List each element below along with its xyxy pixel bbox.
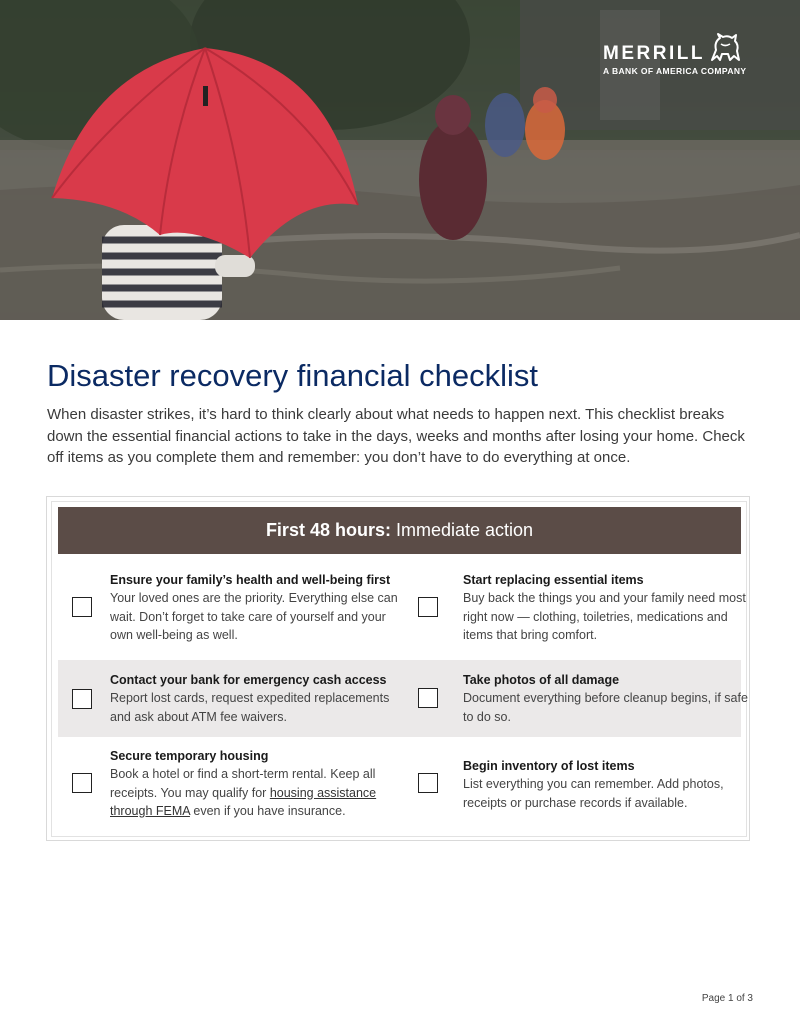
checklist-item xyxy=(463,571,753,645)
checkbox-temporary-housing[interactable] xyxy=(72,773,92,793)
item-title: Start replacing essential items xyxy=(463,573,644,587)
item-description: Your loved ones are the priority. Everything else can wait. Don’t forget to take care of yourself and your own well-being as well. xyxy=(110,591,398,642)
checklist-item xyxy=(110,747,400,821)
checkbox-inventory[interactable] xyxy=(418,773,438,793)
checklist-item xyxy=(110,671,400,726)
item-title: Contact your bank for emergency cash access xyxy=(110,673,387,687)
item-description xyxy=(110,765,400,821)
checklist-item xyxy=(110,571,400,645)
item-title: Secure temporary housing xyxy=(110,749,269,763)
item-description-end: even if you have insurance. xyxy=(189,804,346,818)
item-description: Buy back the things you and your family need most right now — clothing, toiletries, medications and items that bring comfort. xyxy=(463,591,746,642)
checkbox-health[interactable] xyxy=(72,597,92,617)
checkbox-contact-bank[interactable] xyxy=(72,689,92,709)
section-header-rest: Immediate action xyxy=(395,520,534,540)
page-title: Disaster recovery financial checklist xyxy=(47,358,539,393)
page-number: Page 1 of 3 xyxy=(701,993,753,1004)
fema-housing-link[interactable]: housing assistance through FEMA xyxy=(110,785,377,818)
checkbox-take-photos[interactable] xyxy=(418,688,438,708)
checkbox-replace-items[interactable] xyxy=(418,597,438,617)
item-title: Take photos of all damage xyxy=(463,673,620,687)
item-description: Document everything before cleanup begins, if safe to do so. xyxy=(463,691,748,724)
item-description: Report lost cards, request expedited replacements and ask about ATM fee waivers. xyxy=(110,691,390,724)
item-title: Ensure your family’s health and well-being first xyxy=(110,573,391,587)
section-header-bold: First 48 hours: xyxy=(265,520,391,540)
section-header xyxy=(58,507,741,554)
intro-paragraph: When disaster strikes, it’s hard to think clearly about what needs to happen next. This checklist breaks down the essential financial actions to take in the days, weeks and months after losing your home. Check off items as you complete them and remember: you don’t have to do everything at once. xyxy=(47,406,745,466)
item-title: Begin inventory of lost items xyxy=(463,759,635,773)
brand-tagline: A BANK OF AMERICA COMPANY xyxy=(603,66,747,76)
merrill-logo xyxy=(603,32,753,76)
checklist-item xyxy=(463,757,753,812)
hero-image xyxy=(0,0,800,320)
item-description: List everything you can remember. Add photos, receipts or purchase records if available. xyxy=(463,777,724,810)
bull-icon xyxy=(708,32,742,64)
brand-name: MERRILL xyxy=(603,43,705,64)
item-description-start: Book a hotel or find a short-term rental. Keep all receipts. You may qualify for xyxy=(110,767,376,800)
checklist-item xyxy=(463,671,753,726)
